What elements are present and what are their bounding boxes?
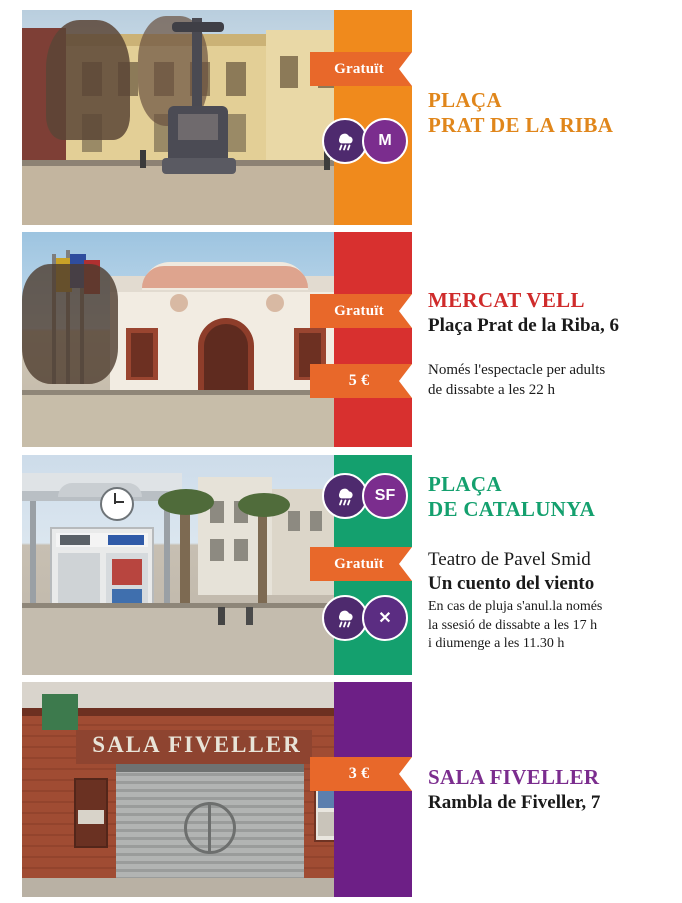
venue-note-line1: En cas de pluja s'anul.la només [428, 599, 603, 614]
venue-info-placa-prat-de-la-riba [428, 88, 672, 138]
metro-label: M [378, 132, 392, 149]
tag-free-prat-de-la-riba [310, 52, 412, 86]
venue-photo-sala-fiveller [22, 682, 412, 897]
badge-row-prat-de-la-riba [322, 118, 408, 164]
sf-label: SF [374, 487, 396, 504]
venue-card-placa-prat-de-la-riba [22, 10, 412, 225]
venue-title-line1: PLAÇA [428, 472, 502, 496]
color-band-red [334, 232, 412, 447]
tag-free-mercat-vell [310, 294, 412, 328]
venue-photo-placa-de-catalunya [22, 455, 412, 675]
tag-label: Gratuït [334, 302, 384, 319]
venue-note-line2: la ssesió de dissabte a les 17 h [428, 617, 598, 633]
tag-price-sala-fiveller [310, 757, 412, 791]
venue-info-placa-de-catalunya [428, 472, 678, 654]
venue-note [428, 360, 678, 400]
venue-note-line1: Només l'espectacle per adults [428, 362, 606, 378]
venue-title-line1: PLAÇA [428, 88, 502, 112]
venue-address: Plaça Prat de la Riba, 6 [428, 315, 620, 336]
badge-row-bottom-catalunya [322, 595, 408, 641]
venue-info-mercat-vell [428, 288, 678, 400]
venue-title [428, 472, 678, 522]
venue-photo-placa-prat-de-la-riba [22, 10, 412, 225]
venue-address: Rambla de Fiveller, 7 [428, 792, 601, 813]
venue-title [428, 288, 678, 313]
venue-card-mercat-vell [22, 232, 412, 447]
photo-sign-text: SALA FIVELLER [92, 732, 302, 757]
venue-title-line1: SALA FIVELLER [428, 765, 600, 789]
tag-label: Gratuït [334, 60, 384, 77]
venue-info-sala-fiveller [428, 765, 678, 815]
venue-title-line2: PRAT DE LA RIBA [428, 113, 614, 137]
badge-row-top-catalunya [322, 473, 408, 519]
tag-label: Gratuït [334, 555, 384, 572]
venue-note-line3: i diumenge a les 11.30 h [428, 636, 565, 651]
venue-title-line2: DE CATALUNYA [428, 497, 596, 521]
tag-free-catalunya [310, 547, 412, 581]
tag-label: 5 € [348, 372, 370, 389]
show-company: Teatro de Pavel Smid [428, 549, 591, 570]
venue-title [428, 88, 672, 138]
venue-title-line1: MERCAT VELL [428, 288, 585, 312]
venue-card-placa-de-catalunya [22, 455, 412, 675]
venue-card-sala-fiveller [22, 682, 412, 897]
tag-label: 3 € [348, 765, 370, 782]
show-title: Un cuento del viento [428, 573, 595, 594]
venue-note [428, 598, 678, 654]
venue-note-line2: de dissabte a les 22 h [428, 382, 556, 398]
venue-photo-mercat-vell [22, 232, 412, 447]
metro-icon [362, 118, 408, 164]
tag-price-mercat-vell [310, 364, 412, 398]
venue-title [428, 765, 678, 790]
cancel-label: ✕ [378, 610, 392, 627]
sf-icon [362, 473, 408, 519]
cancel-icon [362, 595, 408, 641]
